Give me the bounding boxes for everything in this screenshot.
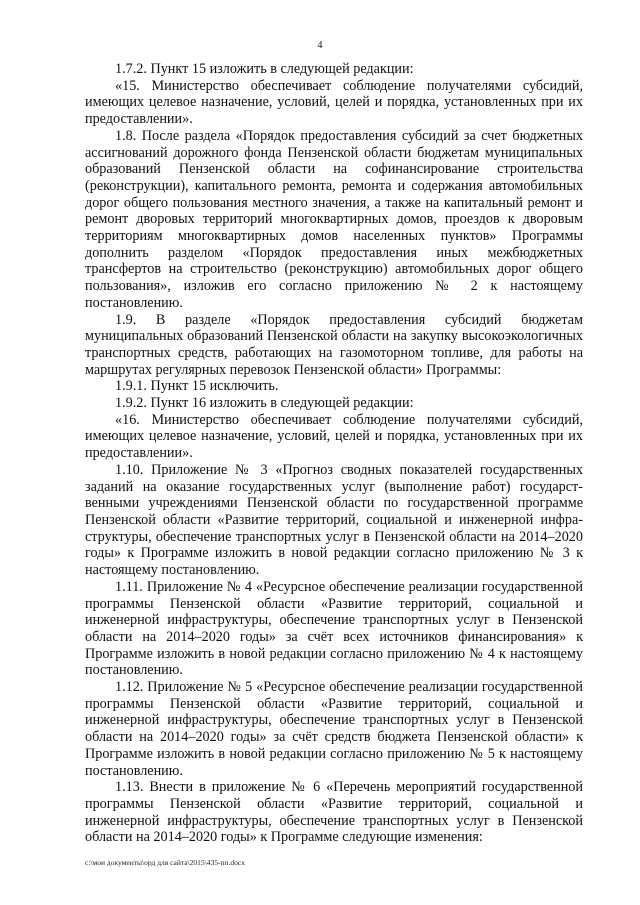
paragraph-1-12: 1.12. Приложение № 5 «Ресурсное обеспечение реализации государственной программы Пензенской области «Развитие территорий, социальной и инженерной инфраструктуры, обеспечение транспортных услуг в Пензенской области на 2014–2020 годы» за счёт средств бюджета Пензенской области» к Программе изложить в новой редакции согласно приложению № 5 к настоящему постановлению. <box>85 679 583 779</box>
paragraph-1-10: 1.10. Приложение № 3 «Прогноз сводных показателей государственных заданий на оказание государственных услуг (выполнение работ) государственными учреждениями Пензенской области по государственной программе Пензенской области «Развитие территорий, социальной и инженерной инфраструктуры, обеспечение транспортных услуг в Пензенской области на 2014–2020 годы» к Программе изложить в новой редакции согласно приложению № 3 к настоящему постановлению. <box>85 461 583 579</box>
paragraph-point-16-text: «16. Министерство обеспечивает соблюдение получателями субсидий, имеющих целевое назначение, условий, целей и порядка, установленных при их предоставлении». <box>85 411 583 462</box>
footer-file-path: c:\мои документы\орд для сайта\2015\435-пп.docx <box>85 858 245 867</box>
paragraph-point-15-text: «15. Министерство обеспечивает соблюдение получателями субсидий, имеющих целевое назначение, условий, целей и порядка, установленных при их предоставлении». <box>85 77 583 128</box>
paragraph-1-9: 1.9. В разделе «Порядок предоставления субсидий бюджетам муниципальных образований Пензенской области на закупку высокоэкологичных транспортных средств, работающих на газомоторном топливе, для работы на маршрутах регулярных перевозок Пензенской области» Программы: <box>85 311 583 378</box>
paragraph-1-11: 1.11. Приложение № 4 «Ресурсное обеспечение реализации государственной программы Пензенской области «Развитие территорий, социальной и инженерной инфраструктуры, обеспечение транспортных услуг в Пензенской области на 2014–2020 годы» за счёт всех источников финансирования» к Программе изложить в новой редакции согласно приложению № 4 к настоящему постановлению. <box>85 578 583 679</box>
paragraph-1-9-2: 1.9.2. Пункт 16 изложить в следующей редакции: <box>115 395 414 412</box>
page-number: 4 <box>317 40 323 51</box>
paragraph-1-8: 1.8. После раздела «Порядок предоставления субсидий за счет бюджетных ассигнований дорожного фонда Пензенской области бюджетам муниципальных образований Пензенской области на софинансирование строительства (реконструкции), капитального ремонта, ремонта и содержания автомобильных дорог общего пользования местного значения, а также на капитальный ремонт и ремонт дворовых территорий многоквартирных домов, проездов к дворовым территориям многоквартирных домов населенных пунктов» Программы дополнить разделом «Порядок предоставления иных межбюджетных трансфертов на строительство (реконструкцию) автомобильных дорог общего пользования», изложив его согласно приложению № 2 к настоящему постановлению. <box>85 127 583 311</box>
paragraph-1-13: 1.13. Внести в приложение № 6 «Перечень мероприятий государственной программы Пензенской области «Развитие территорий, социальной и инженерной инфраструктуры, обеспечение транспортных услуг в Пензенской области на 2014–2020 годы» к Программе следующие изменения: <box>85 779 583 846</box>
document-body <box>85 61 583 846</box>
paragraph-1-9-1: 1.9.1. Пункт 15 исключить. <box>115 378 279 395</box>
paragraph-1-7-2: 1.7.2. Пункт 15 изложить в следующей редакции: <box>115 61 414 77</box>
